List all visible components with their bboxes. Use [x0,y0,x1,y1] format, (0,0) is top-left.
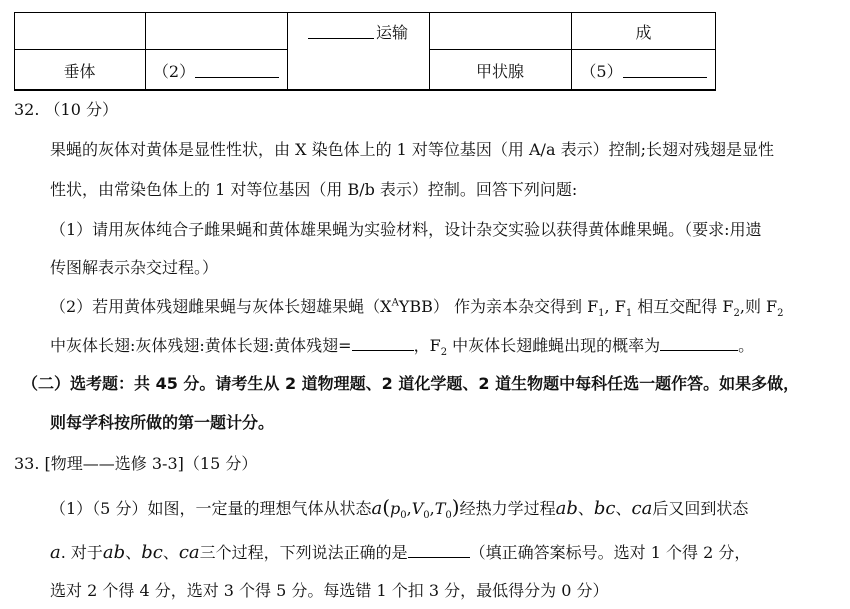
table-cell-thyroid: 甲状腺 [475,61,524,81]
q33-line1: （1）（5 分）如图，一定量的理想气体从状态$a(p_0,V_0,T_0)$经热力学过程ab、bc、ca后又回到状态 [50,495,749,522]
table-cell-r2c5: （5） [571,57,716,83]
q32-sub1-line2: 传图解表示杂交过程。） [50,258,219,277]
table-row-divider [14,49,287,50]
answer-blank [408,543,470,558]
answer-blank [352,336,414,351]
answer-blank [623,63,707,78]
q33-line3: 选对 2 个得 4 分，选对 3 个得 5 分。每选错 1 个扣 3 分，最低得分为 0 分） [50,581,609,600]
answer-blank [308,24,374,39]
question-points: （10 分） [44,100,118,119]
table-cell-r1c5: 成 [635,22,652,42]
table-cell-r2c2: （2） [145,57,287,83]
q32-sub2-line1: （2）若用黄体残翅雌果蝇与灰体长翅雄果蝇$(X^AYBB)$ 作为亲本杂交得到 $F_1$, $F_1$ 相互交配得 $F_2$,则 $F_2$ [50,297,784,320]
table-cell-pituitary: 垂体 [63,61,96,81]
question-title: [物理——选修 3-3]（15 分） [44,454,258,473]
q32-sub2-line2: 中灰体长翅:灰体残翅:黄体长翅:黄体残翅= ，$F_2$ 中灰体长翅雌蝇出现的概率为 。 [50,336,755,359]
table-border-bottom [14,89,716,91]
q32-stem-line2: 性状，由常染色体上的 1 对等位基因（用 B/b 表示）控制。回答下列问题: [50,180,578,199]
q32-sub1-line1: （1）请用灰体纯合子雌果蝇和黄体雄果蝇为实验材料，设计杂交实验以获得黄体雌果蝇。（要求:用遗 [50,220,762,239]
table-cell-transport: 运输 [287,20,429,42]
table-row-divider [429,49,716,50]
answer-table [14,12,716,90]
q33-line2: a. 对于ab、bc、ca三个过程，下列说法正确的是 （填正确答案标号。选对 1 个得 2 分， [50,542,751,563]
question-number: 32. [14,100,40,119]
question-number: 33. [14,454,40,473]
section2-line1: （二）选考题：共 45 分。请考生从 2 道物理题、2 道化学题、2 道生物题中每科任选一题作答。如果多做， [22,374,800,393]
section2-line2: 则每学科按所做的第一题计分。 [50,413,275,432]
answer-blank [195,63,279,78]
q33-header [14,454,257,474]
q32-stem-line1: 果蝇的灰体对黄体是显性性状，由 X 染色体上的 1 对等位基因（用 A/a 表示）控制;长翅对残翅是显性 [50,140,774,159]
table-border-top [14,12,716,13]
answer-blank [660,336,738,351]
q32-header [14,100,118,120]
